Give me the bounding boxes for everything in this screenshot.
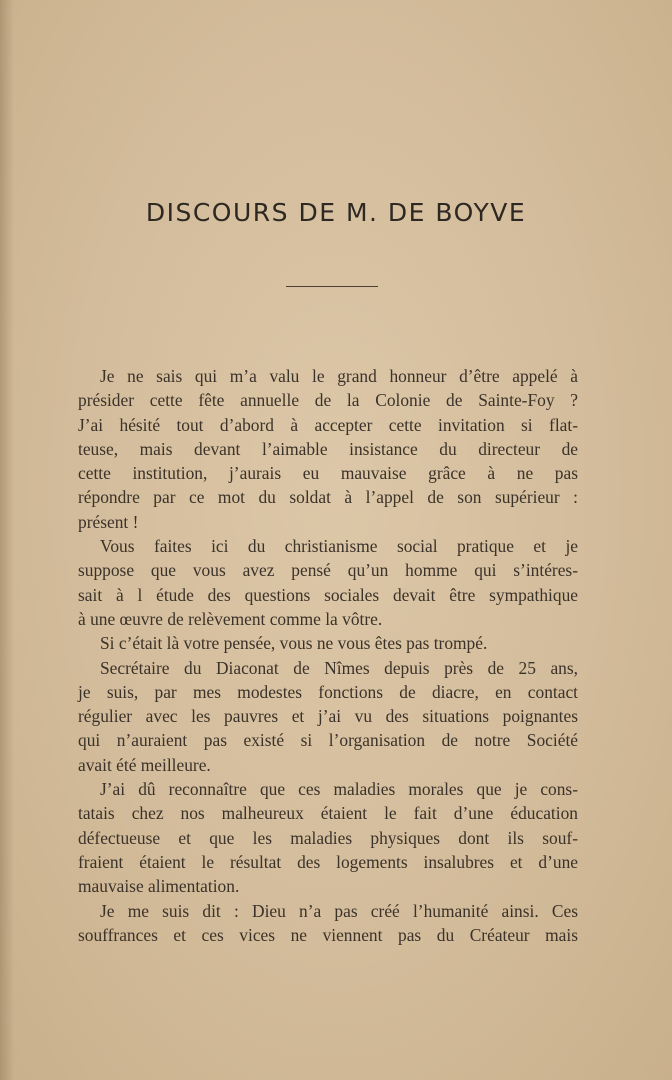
text-line: à une œuvre de relèvement comme la vôtre.	[78, 608, 383, 629]
text-line: présider cette fête annuelle de la Colonie de Sainte-Foy ?	[78, 390, 578, 411]
page-edge-shadow	[0, 0, 14, 1080]
text-line: Je ne sais qui m’a valu le grand honneur d’être appelé à	[100, 366, 578, 386]
text-line: je suis, par mes modestes fonctions de diacre, en contact	[78, 681, 578, 702]
text-line: cette institution, j’aurais eu mauvaise grâce à ne pas	[78, 463, 578, 484]
title-divider	[286, 286, 378, 287]
text-line: répondre par ce mot du soldat à l’appel de son supérieur :	[78, 487, 578, 508]
text-line: présent !	[78, 511, 139, 532]
text-line: Si c’était là votre pensée, vous ne vous êtes pas trompé.	[100, 633, 488, 654]
text-line: avait été meilleure.	[78, 754, 211, 775]
text-line: régulier avec les pauvres et j’ai vu des situations poignantes	[78, 706, 578, 727]
text-line: Secrétaire du Diaconat de Nîmes depuis près de 25 ans,	[100, 657, 578, 678]
text-line: fraient étaient le résultat des logements insalubres et d’une	[78, 851, 578, 872]
text-line: J’ai hésité tout d’abord à accepter cette invitation si flat-	[78, 414, 578, 435]
body-text	[78, 364, 578, 947]
text-line: défectueuse et que les maladies physiques dont ils souf-	[78, 827, 578, 848]
text-line: Vous faites ici du christianisme social pratique et je	[100, 536, 578, 557]
text-line: teuse, mais devant l’aimable insistance du directeur de	[78, 438, 578, 459]
text-line: J’ai dû reconnaître que ces maladies morales que je cons-	[100, 779, 578, 800]
text-line: sait à l étude des questions sociales devait être sympathique	[78, 584, 578, 605]
text-line: qui n’auraient pas existé si l’organisation de notre Société	[78, 730, 578, 751]
text-line: mauvaise alimentation.	[78, 876, 240, 897]
page-title: DISCOURS DE M. DE BOYVE	[145, 198, 527, 227]
text-line: souffrances et ces vices ne viennent pas du Créateur mais	[78, 924, 578, 945]
text-line: Je me suis dit : Dieu n’a pas créé l’humanité ainsi. Ces	[100, 900, 578, 921]
text-line: tatais chez nos malheureux étaient le fait d’une éducation	[78, 803, 578, 824]
text-line: suppose que vous avez pensé qu’un homme qui s’intéres-	[78, 560, 578, 581]
